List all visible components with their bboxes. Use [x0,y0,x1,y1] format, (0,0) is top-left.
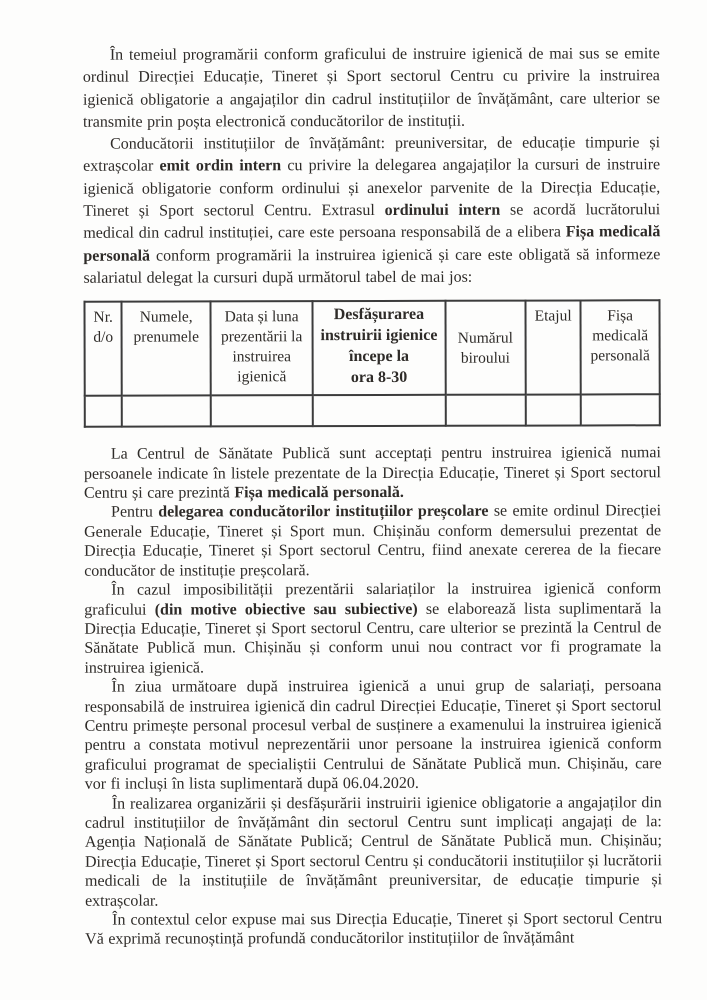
table-empty-row [85,395,660,428]
text-run: se emite ordinul Direcției Generale Educație, Tineret și Sport mun. Chișinău conform demersului prezentat de Direcția Educație, Tineret și Sport sectorul Centru, fiind anexate cererea de la fiecare conducător de instituție preșcolară. [84,502,662,580]
table-header-cell: Fișa medicală personală [581,301,660,395]
paragraph [83,132,660,290]
text-run: La Centrul de Sănătate Publică sunt acceptați pentru instruirea igienică numai persoanele indicate în listele prezentate de la Direcția Educație, Tineret și Sport sectorul Centru și care prezintă [83,444,661,502]
text-run: se acordă lucrătorului medical din cadrul instituției, care este persoana responsabilă de a elibera [83,201,661,243]
bold-text-run: emit ordin intern [159,157,282,176]
bold-text-run: Fișa medicală personală. [234,483,404,502]
text-run: cu privire la delegarea angajaților la cursuri de instruire igienică obligatorie conform ordinului și anexelor parvenite de la Direcția Educație, Tineret și Sport sectorul Centru. Extrasul [83,156,661,220]
table-header-cell: Desfășurarea instruirii igienice începe la ora 8-30 [313,301,445,395]
bold-text-run: ordinului intern [384,201,501,220]
text-run: se elaborează lista suplimentară la Direcția Educație, Tineret și Sport sectorul Centru, care ulterior se prezintă la Centrul de Sănătate Publică mun. Chișinău și conform unui nou contract vor fi programate la instruirea igienică. [84,599,662,677]
text-run: conform programării la instruirea igienică și care este obligată să informeze salariatul delegat la cursuri după următorul tabel de mai jos: [83,245,661,287]
text-run: În realizarea organizării și desfășurării instruirii igienice obligatorie a angajaților din cadrul instituțiilor de învățământ din sectorul Centru sunt implicați angajați de la: Agenția Națională de Sănătate Publică; Centrul de Sănătate Publică mun. Chișinău; Direcția Educație, Tineret și Sport sectorul Centru și conducătorii instituțiilor și lucrătorii medicali de la instituțiile de învățământ preuniversitar, de educație timpurie și extrașcolar. [84,793,663,910]
paragraph [84,444,661,504]
table-empty-cell [211,395,313,426]
paragraph [84,502,661,581]
table-header-cell: Nr. d/o [84,302,122,396]
paragraph [84,676,661,794]
table-empty-cell [122,396,211,427]
table-header-row [84,301,659,397]
bold-text-run: (din motive obiective sau subiective) [154,600,418,619]
paragraph [84,579,661,678]
table-empty-cell [85,396,122,427]
text-run: Conducătorii instituțiilor de învățământ: preuniversitar, de educație timpurie și extrașcolar [83,134,661,176]
table-header-cell: Data și luna prezentării la instruirea igienică [210,301,313,395]
table-header-cell: Etajul [526,301,581,395]
paragraph [85,909,662,949]
table-header-cell: Numărul biroului [445,301,526,395]
bold-text-run: delegarea conducătorilor instituțiilor preșcolare [158,503,489,522]
table-empty-cell [526,395,581,426]
bold-text-run: Fișa medicală personală [83,223,661,265]
paragraph [85,793,662,911]
table-empty-cell [581,395,660,426]
delegation-schedule-table [83,300,660,429]
text-run: Pentru [111,504,159,522]
text-run: În contextul celor expuse mai sus Direcția Educație, Tineret și Sport sectorul Centru Vă exprimă recunoștință profundă conducătorilor instituțiilor de învățământ [85,910,663,949]
text-run: În ziua următoare după instruirea igienică a unui grup de salariați, persoana responsabilă de instruirea igienică din cadrul Direcției Educație, Tineret și Sport sectorul Centru primește personal procesul verbal de susținere a examenului la instruirea igienică pentru a constata motivul neprezentării unor persoane la instruirea igienică conform graficului programat de specialiștii Centrului de Sănătate Publică mun. Chișinău, care vor fi incluși în lista suplimentară după 06.04.2020. [84,677,662,793]
document-body [83,43,662,949]
table-empty-cell [313,395,445,426]
table-empty-cell [445,395,526,426]
text-run: În cazul imposibilității prezentării salariaților la instruirea igienică conform graficului [84,580,662,619]
text-run: În temeiul programării conform graficului de instruire igienică de mai sus se emite ordinul Direcției Educație, Tineret și Sport sectorul Centru cu privire la instruirea igienică obligatorie a angajaților din cadrul instituțiilor de învățământ, care ulterior se transmite prin poșta electronică conducătorilor de instituții. [82,45,660,131]
table-header-cell: Numele, prenumele [122,302,211,396]
paragraph [83,43,660,134]
